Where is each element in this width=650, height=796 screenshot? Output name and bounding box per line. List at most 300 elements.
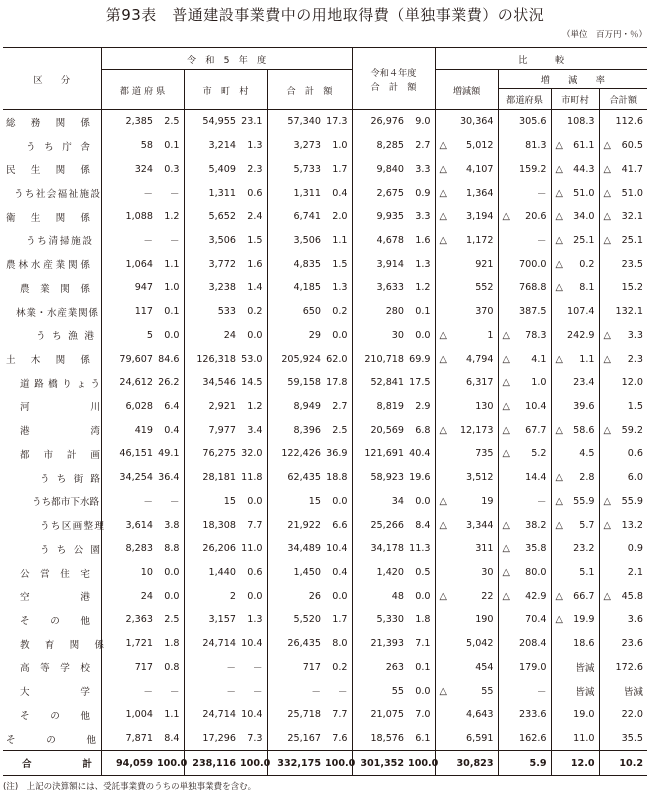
- row-label-text: うち清掃施設: [26, 236, 92, 248]
- row-label: [3, 300, 101, 324]
- cell-muni: 533: [217, 306, 236, 318]
- cell-r4: 34,178: [370, 543, 405, 555]
- cell-pref-pct: 0.0: [157, 323, 184, 347]
- cell-pref: 79,607: [119, 353, 153, 365]
- table-row: [3, 537, 647, 561]
- page-title: 第93表 普通建設事業費中の用地取得費（単独事業費）の状況: [105, 6, 545, 24]
- decrease-triangle-icon: △: [603, 353, 611, 365]
- cell-rate-muni: 11.0: [551, 727, 599, 751]
- cell-inc: [435, 134, 498, 158]
- cell-pref-pct: 0.1: [157, 300, 184, 324]
- cell-pref-pct: 1.0: [157, 276, 184, 300]
- cell-rate-pref: －: [498, 229, 551, 253]
- cell-pref: 7,871: [125, 733, 153, 745]
- cell-rate-total: 22.0: [621, 709, 644, 721]
- decrease-triangle-icon: △: [439, 140, 447, 152]
- cell-muni: 3,238: [208, 282, 236, 294]
- cell-pref: 58: [140, 140, 153, 152]
- cell-value: 80.0: [525, 567, 547, 579]
- cell-rate-total: 12.0: [621, 377, 644, 389]
- cell-r4: 2,675: [376, 187, 405, 199]
- decrease-triangle-icon: △: [439, 353, 447, 365]
- cell-pref-pct: 36.4: [157, 466, 184, 490]
- row-label-text: そ の 他: [20, 615, 90, 627]
- cell-pref-pct: －: [157, 490, 184, 514]
- row-label-text: うち漁港: [36, 331, 94, 343]
- cell-pref: 24: [140, 590, 153, 602]
- cell-value: 4.1: [531, 353, 547, 365]
- cell-r4-pct: 1.6: [408, 229, 435, 253]
- cell-muni-pct: 1.3: [240, 134, 267, 158]
- cell-pref-pct: 0.8: [157, 656, 184, 680]
- cell-pref-pct: 0.4: [157, 418, 184, 442]
- cell-r4-pct: 1.3: [408, 252, 435, 276]
- cell-total: 717: [302, 661, 321, 673]
- row-label-text: うち庁舎: [26, 141, 90, 153]
- cell-value: 4,794: [466, 353, 494, 365]
- row-label-text: うち都市下水路: [32, 497, 100, 509]
- cell-rate-pref: [498, 347, 551, 371]
- cell-pref: －: [143, 687, 153, 699]
- cell-inc: [435, 513, 498, 537]
- cell-value: 5.2: [531, 448, 547, 460]
- header-rate-prefecture: 都道府県: [498, 89, 551, 110]
- cell-total-pct: 1.1: [325, 229, 352, 253]
- cell-rate-total: 皆減: [623, 687, 644, 699]
- cell-pref-pct: 8.4: [157, 727, 184, 751]
- cell-value: 12,173: [459, 424, 494, 436]
- cell-rate-total: [599, 584, 647, 608]
- table-header: [3, 48, 647, 110]
- decrease-triangle-icon: △: [555, 163, 563, 175]
- row-label: [3, 751, 101, 776]
- row-label: [3, 679, 101, 703]
- decrease-triangle-icon: △: [555, 282, 563, 294]
- row-label-text: 大 学: [20, 687, 90, 699]
- cell-r4: 34: [391, 495, 405, 507]
- cell-pref: 34,254: [119, 472, 153, 484]
- cell-value: 1.0: [531, 377, 547, 389]
- cell-muni-pct: 2.4: [240, 205, 267, 229]
- cell-muni-pct: 1.6: [240, 252, 267, 276]
- header-r4: [352, 48, 435, 110]
- cell-total-pct: 0.2: [325, 656, 352, 680]
- header-rate-total: 合計額: [599, 89, 647, 110]
- cell-value: 3,194: [466, 211, 494, 223]
- cell-rate-total: 112.6: [615, 116, 644, 128]
- cell-rate-total: 0.9: [627, 543, 644, 555]
- cell-inc: [435, 679, 498, 703]
- row-label-text: 都 市 計 画: [20, 449, 100, 461]
- cell-r4-pct: 0.9: [408, 181, 435, 205]
- cell-total: －: [311, 687, 321, 699]
- cell-inc: 370: [435, 300, 498, 324]
- cell-r4: 25,266: [370, 519, 405, 531]
- cell-muni: 3,214: [208, 140, 236, 152]
- cell-inc: [435, 181, 498, 205]
- cell-total-pct: 8.0: [325, 632, 352, 656]
- cell-muni: 3,772: [208, 258, 236, 270]
- cell-r4-pct: 0.0: [408, 490, 435, 514]
- cell-pref: 8,283: [125, 543, 153, 555]
- cell-total-pct: 0.0: [325, 323, 352, 347]
- cell-rate-pref: [498, 513, 551, 537]
- cell-rate-muni: [551, 347, 599, 371]
- cell-rate-pref: [498, 418, 551, 442]
- cell-rate-pref: 70.4: [498, 608, 551, 632]
- cell-inc: [435, 490, 498, 514]
- cell-total-pct: 10.4: [325, 537, 352, 561]
- cell-rate-pref: 233.6: [498, 703, 551, 727]
- cell-pref: 1,088: [125, 211, 153, 223]
- cell-rate-muni: 5.1: [551, 561, 599, 585]
- cell-inc: 30,823: [435, 751, 498, 776]
- cell-total-pct: 2.7: [325, 395, 352, 419]
- cell-rate-muni: 4.5: [551, 442, 599, 466]
- cell-rate-pref: 387.5: [498, 300, 551, 324]
- decrease-triangle-icon: △: [555, 258, 563, 270]
- cell-r4-pct: 11.3: [408, 537, 435, 561]
- decrease-triangle-icon: △: [439, 495, 447, 507]
- cell-pref: 1,721: [125, 638, 153, 650]
- decrease-triangle-icon: △: [603, 140, 611, 152]
- cell-pref-pct: 0.0: [157, 584, 184, 608]
- cell-inc: 4,643: [435, 703, 498, 727]
- cell-inc: [435, 347, 498, 371]
- cell-rate-muni: [551, 466, 599, 490]
- row-label: [3, 442, 101, 466]
- cell-pref-pct: 0.3: [157, 157, 184, 181]
- cell-muni-pct: －: [240, 679, 267, 703]
- cell-muni-pct: 7.7: [240, 513, 267, 537]
- cell-inc: 190: [435, 608, 498, 632]
- cell-inc: 454: [435, 656, 498, 680]
- cell-rate-muni: 皆減: [551, 679, 599, 703]
- cell-muni: －: [226, 663, 236, 675]
- cell-rate-muni: 23.2: [551, 537, 599, 561]
- cell-rate-total: 6.0: [627, 472, 644, 484]
- cell-inc: 921: [435, 252, 498, 276]
- cell-r4: 48: [391, 590, 405, 602]
- cell-total: 8,949: [293, 400, 321, 412]
- cell-rate-muni: 242.9: [551, 323, 599, 347]
- cell-rate-total: [599, 347, 647, 371]
- cell-r4-pct: 69.9: [408, 347, 435, 371]
- decrease-triangle-icon: △: [439, 519, 447, 531]
- cell-r4-pct: 1.2: [408, 276, 435, 300]
- decrease-triangle-icon: △: [603, 424, 611, 436]
- cell-value: 3,344: [466, 519, 494, 531]
- cell-rate-total: 23.6: [621, 638, 644, 650]
- cell-r4: 121,691: [364, 448, 405, 460]
- table-row: [3, 229, 647, 253]
- decrease-triangle-icon: △: [439, 234, 447, 246]
- cell-r4-pct: 2.7: [408, 134, 435, 158]
- cell-rate-muni: [551, 490, 599, 514]
- cell-pref-pct: 0.0: [157, 561, 184, 585]
- cell-r4-pct: 19.6: [408, 466, 435, 490]
- table-row: [3, 466, 647, 490]
- cell-rate-total: 0.6: [627, 448, 644, 460]
- decrease-triangle-icon: △: [502, 400, 510, 412]
- cell-value: 42.9: [525, 590, 547, 602]
- cell-rate-muni: [551, 229, 599, 253]
- decrease-triangle-icon: △: [603, 329, 611, 341]
- cell-muni-pct: 10.4: [240, 703, 267, 727]
- decrease-triangle-icon: △: [603, 234, 611, 246]
- decrease-triangle-icon: △: [502, 329, 510, 341]
- cell-r4: 263: [385, 661, 405, 673]
- cell-muni-pct: 32.0: [240, 442, 267, 466]
- cell-inc: 130: [435, 395, 498, 419]
- cell-rate-muni: [551, 181, 599, 205]
- decrease-triangle-icon: △: [603, 163, 611, 175]
- cell-value: 2.3: [627, 353, 644, 365]
- cell-value: 55.9: [573, 495, 595, 507]
- row-label: [3, 561, 101, 585]
- cell-r4: 21,075: [370, 709, 405, 721]
- row-label-text: うち公園: [40, 544, 100, 556]
- cell-rate-total: [599, 229, 647, 253]
- cell-muni: －: [226, 687, 236, 699]
- table-row: [3, 608, 647, 632]
- table-row: [3, 276, 647, 300]
- row-label: [3, 181, 101, 205]
- cell-muni-pct: 1.4: [240, 276, 267, 300]
- cell-value: 1: [487, 329, 494, 341]
- cell-value: 19: [481, 495, 494, 507]
- cell-rate-total: 132.1: [615, 306, 644, 318]
- cell-rate-muni: 皆減: [551, 656, 599, 680]
- cell-total-pct: 7.7: [325, 703, 352, 727]
- cell-r4-pct: 0.1: [408, 300, 435, 324]
- cell-muni-pct: 0.6: [240, 561, 267, 585]
- cell-pref: 117: [134, 306, 153, 318]
- cell-total: 4,185: [293, 282, 321, 294]
- cell-rate-total: 2.1: [627, 567, 644, 579]
- cell-muni: 3,506: [208, 234, 236, 246]
- cell-total: 21,922: [287, 519, 321, 531]
- header-change-amount: 増減額: [435, 70, 498, 110]
- cell-value: 4,107: [466, 163, 494, 175]
- table-row: [3, 513, 647, 537]
- cell-r4-pct: 0.0: [408, 323, 435, 347]
- row-label-text: そ の 他: [20, 710, 90, 722]
- header-total: 合 計 額: [267, 70, 352, 110]
- cell-inc: 552: [435, 276, 498, 300]
- row-label-text: うち街路: [40, 473, 100, 485]
- cell-pref: 947: [134, 282, 153, 294]
- cell-rate-muni: [551, 584, 599, 608]
- table-row: [3, 395, 647, 419]
- row-label: [3, 703, 101, 727]
- cell-r4-pct: 7.1: [408, 632, 435, 656]
- header-category: 区 分: [3, 48, 101, 110]
- table-row: [3, 252, 647, 276]
- cell-pref: 1,004: [125, 709, 153, 721]
- cell-value: 44.3: [573, 163, 595, 175]
- cell-muni: 24,714: [202, 709, 236, 721]
- cell-rate-total: 15.2: [621, 282, 644, 294]
- cell-value: 1,172: [466, 234, 494, 246]
- cell-total-pct: 1.7: [325, 608, 352, 632]
- cell-total: 1,450: [293, 567, 321, 579]
- cell-total: 26: [308, 590, 321, 602]
- cell-total: 650: [302, 306, 321, 318]
- cell-value: 5.7: [579, 519, 595, 531]
- row-label-text: 総 務 関 係: [6, 117, 90, 129]
- row-label-text: 農林水産業関係: [6, 260, 90, 272]
- cell-r4-pct: 100.0: [408, 751, 435, 776]
- row-label: [3, 727, 101, 751]
- cell-muni: 2,921: [208, 400, 236, 412]
- cell-value: 51.0: [621, 187, 644, 199]
- cell-total: 3,273: [293, 140, 321, 152]
- table-row: [3, 157, 647, 181]
- cell-total-pct: 0.4: [325, 561, 352, 585]
- cell-inc: 3,512: [435, 466, 498, 490]
- cell-rate-muni: [551, 252, 599, 276]
- row-label: [3, 157, 101, 181]
- row-label-text: 教 育 関 係: [20, 639, 104, 651]
- cell-value: 45.8: [621, 590, 644, 602]
- table-row: [3, 181, 647, 205]
- cell-pref: 2,385: [125, 116, 153, 128]
- cell-total: 25,718: [287, 709, 321, 721]
- cell-pref-pct: 1.8: [157, 632, 184, 656]
- cell-muni: 18,308: [202, 519, 236, 531]
- cell-rate-total: 172.6: [615, 661, 644, 673]
- cell-value: 25.1: [573, 234, 595, 246]
- cell-value: 13.2: [621, 519, 644, 531]
- decrease-triangle-icon: △: [603, 211, 611, 223]
- cell-muni: 3,157: [208, 614, 236, 626]
- cell-total-pct: 1.0: [325, 134, 352, 158]
- cell-value: 66.7: [573, 590, 595, 602]
- row-label-text: そ の 他: [6, 734, 96, 746]
- row-label: [3, 584, 101, 608]
- cell-rate-total: 3.6: [627, 614, 644, 626]
- row-label-text: 土 木 関 係: [6, 355, 90, 367]
- cell-value: 1.1: [579, 353, 595, 365]
- cell-pref: 5: [146, 329, 153, 341]
- decrease-triangle-icon: △: [555, 519, 563, 531]
- cell-r4-pct: 3.3: [408, 157, 435, 181]
- cell-inc: 30: [435, 561, 498, 585]
- row-label-text: 道路橋りょう: [20, 378, 100, 390]
- cell-muni-pct: 100.0: [240, 751, 267, 776]
- cell-muni-pct: 0.6: [240, 181, 267, 205]
- cell-total: 205,924: [281, 353, 321, 365]
- row-label: [3, 608, 101, 632]
- cell-value: 59.2: [621, 424, 644, 436]
- decrease-triangle-icon: △: [502, 353, 510, 365]
- cell-pref-pct: 84.6: [157, 347, 184, 371]
- cell-pref-pct: 1.1: [157, 252, 184, 276]
- cell-total: 122,426: [281, 448, 321, 460]
- cell-total-pct: 2.5: [325, 418, 352, 442]
- decrease-triangle-icon: △: [555, 353, 563, 365]
- cell-r4: 55: [391, 685, 405, 697]
- cell-pref: 24,612: [119, 377, 153, 389]
- cell-muni-pct: 1.3: [240, 608, 267, 632]
- unit-label: （単位 百万円・％）: [561, 30, 647, 40]
- cell-total-pct: 36.9: [325, 442, 352, 466]
- cell-value: 0.2: [579, 258, 595, 270]
- cell-total-pct: 62.0: [325, 347, 352, 371]
- cell-value: 41.7: [621, 163, 644, 175]
- row-label: [3, 490, 101, 514]
- cell-rate-total: [599, 157, 647, 181]
- cell-total-pct: 0.0: [325, 584, 352, 608]
- cell-rate-pref: 179.0: [498, 656, 551, 680]
- cell-total-pct: 17.8: [325, 371, 352, 395]
- cell-value: 78.3: [525, 329, 547, 341]
- cell-muni-pct: 23.1: [240, 110, 267, 134]
- cell-pref: －: [143, 497, 153, 509]
- row-label-text: 農 業 関 係: [20, 283, 90, 295]
- cell-rate-total: [599, 513, 647, 537]
- row-label: [3, 252, 101, 276]
- row-label: [3, 632, 104, 656]
- row-label: [3, 110, 101, 134]
- cell-pref: 94,059: [101, 751, 157, 776]
- row-label: [3, 395, 101, 419]
- cell-value: 58.6: [573, 424, 595, 436]
- cell-r4: 9,935: [376, 211, 405, 223]
- cell-pref-pct: 1.2: [157, 205, 184, 229]
- cell-muni-pct: 1.5: [240, 229, 267, 253]
- cell-inc: 30,364: [435, 110, 498, 134]
- cell-rate-muni: [551, 418, 599, 442]
- table-row: [3, 632, 647, 656]
- cell-r4: 280: [385, 306, 405, 318]
- row-label-text: 林業・水産業関係: [16, 307, 98, 319]
- cell-muni-pct: 0.0: [240, 584, 267, 608]
- decrease-triangle-icon: △: [439, 685, 447, 697]
- row-label-text: 衛 生 関 係: [6, 212, 90, 224]
- cell-value: 8.1: [579, 282, 595, 294]
- table-row: [3, 418, 647, 442]
- decrease-triangle-icon: △: [603, 187, 611, 199]
- cell-total: 5,520: [293, 614, 321, 626]
- cell-rate-muni: 23.4: [551, 371, 599, 395]
- cell-muni: 26,206: [202, 543, 236, 555]
- cell-inc: 6,591: [435, 727, 498, 751]
- cell-muni: 34,546: [202, 377, 236, 389]
- row-label: [3, 466, 101, 490]
- cell-r4: 9,840: [376, 163, 405, 175]
- cell-total-pct: 0.2: [325, 300, 352, 324]
- table-row: [3, 134, 647, 158]
- cell-pref-pct: 8.8: [157, 537, 184, 561]
- cell-muni-pct: －: [240, 656, 267, 680]
- decrease-triangle-icon: △: [502, 519, 510, 531]
- cell-rate-muni: 19.0: [551, 703, 599, 727]
- cell-value: 1,364: [466, 187, 494, 199]
- cell-rate-pref: 305.6: [498, 110, 551, 134]
- row-label-text: 公 営 住 宅: [20, 568, 90, 580]
- total-row: [3, 751, 647, 776]
- cell-muni-pct: 1.2: [240, 395, 267, 419]
- cell-total-pct: －: [325, 679, 352, 703]
- decrease-triangle-icon: △: [555, 140, 563, 152]
- cell-r4: 301,352: [352, 751, 408, 776]
- cell-value: 5,012: [466, 140, 494, 152]
- cell-muni: 28,181: [202, 472, 236, 484]
- footnote: (注) 上記の決算額には、受託事業費のうちの単独事業費を含む。: [3, 782, 257, 792]
- cell-r4: 26,976: [370, 116, 405, 128]
